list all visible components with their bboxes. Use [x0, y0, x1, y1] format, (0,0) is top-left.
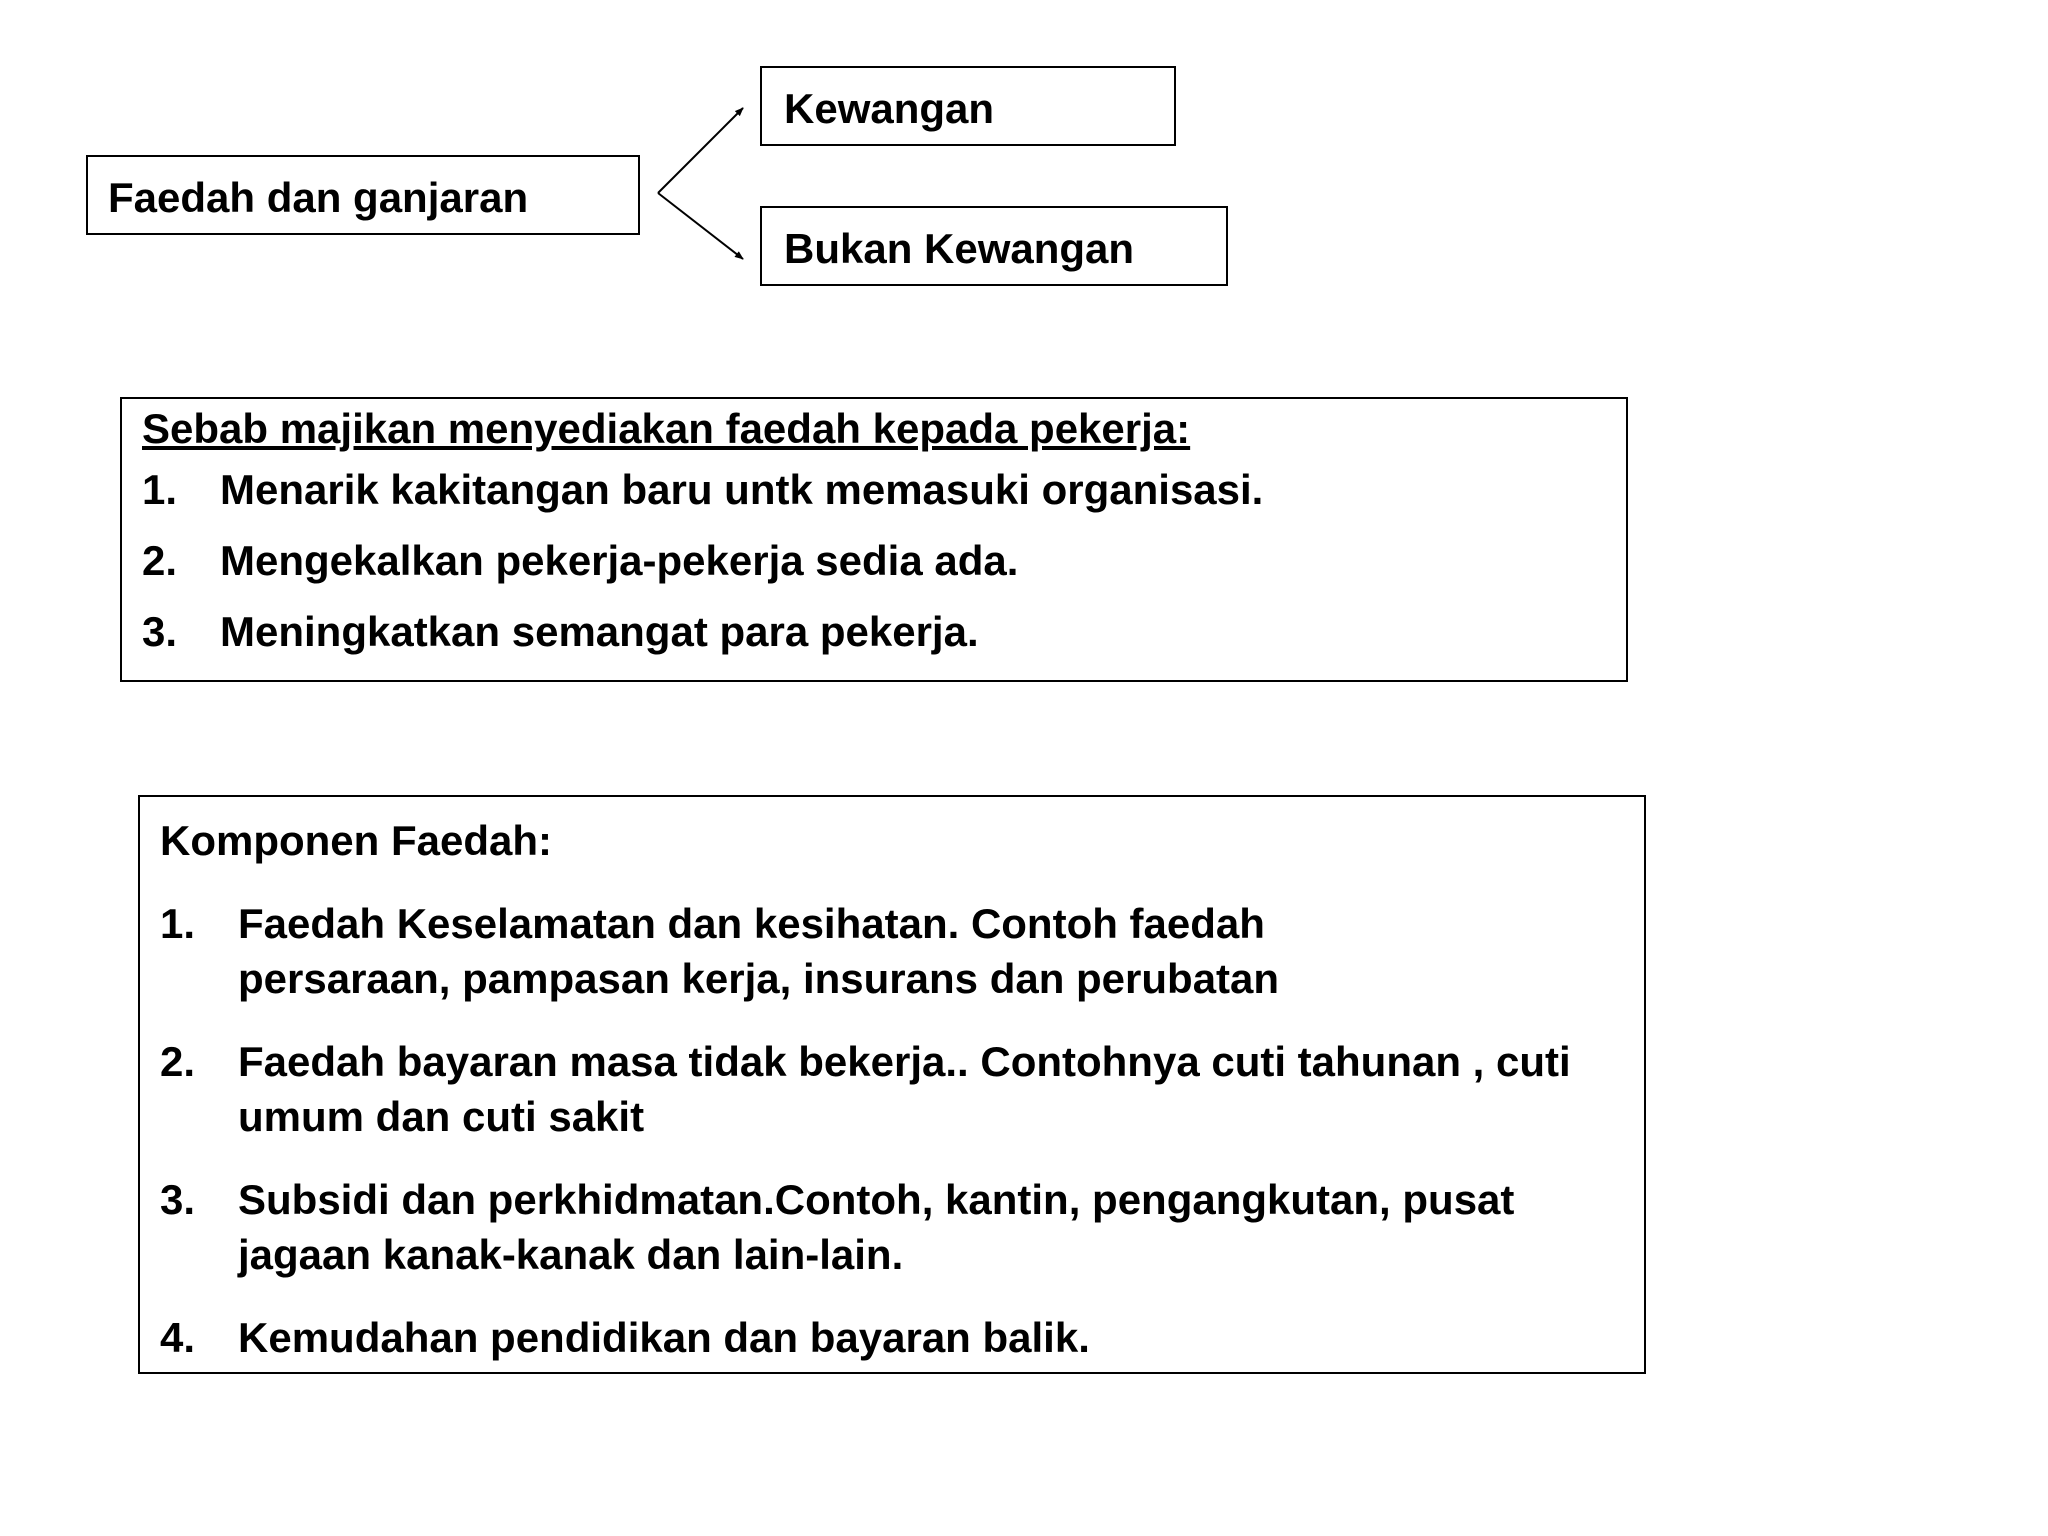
components-item — [160, 1172, 1600, 1282]
components-item-number: 3. — [160, 1176, 196, 1223]
reasons-item — [142, 526, 1582, 596]
reasons-heading: Sebab majikan menyediakan faedah kepada pekerja: — [142, 405, 1191, 452]
components-item-number: 4. — [160, 1314, 196, 1361]
branch-node-bukan-kewangan-label: Bukan Kewangan — [784, 225, 1135, 272]
reasons-item-number: 3. — [142, 608, 178, 655]
arrow-to-kewangan — [658, 108, 743, 193]
reasons-item-text: Mengekalkan pekerja-pekerja sedia ada. — [220, 537, 1019, 584]
components-list — [160, 813, 1600, 1365]
root-node-label: Faedah dan ganjaran — [108, 174, 529, 221]
components-item — [160, 896, 1600, 1006]
components-item-text: Kemudahan pendidikan dan bayaran balik. — [238, 1314, 1090, 1361]
reasons-item-number: 2. — [142, 537, 178, 584]
reasons-item-text: Menarik kakitangan baru untk memasuki organisasi. — [220, 466, 1264, 513]
arrow-to-bukan-kewangan — [658, 193, 743, 259]
reasons-item-text: Meningkatkan semangat para pekerja. — [220, 608, 979, 655]
components-heading: Komponen Faedah: — [160, 817, 553, 864]
branch-node-kewangan-label: Kewangan — [784, 85, 995, 132]
components-item-text: Faedah Keselamatan dan kesihatan. Contoh faedah persaraan, pampasan kerja, insurans dan perubatan — [238, 900, 1280, 1002]
components-item-number: 2. — [160, 1038, 196, 1085]
reasons-list — [142, 404, 1582, 668]
reasons-item — [142, 454, 1582, 526]
components-item-text: Subsidi dan perkhidmatan.Contoh, kantin, pengangkutan, pusat jagaan kanak-kanak dan lain-lain. — [238, 1176, 1515, 1278]
components-item-number: 1. — [160, 900, 196, 947]
components-item — [160, 1034, 1600, 1144]
components-item-text: Faedah bayaran masa tidak bekerja.. Contohnya cuti tahunan , cuti umum dan cuti sakit — [238, 1038, 1571, 1140]
reasons-item-number: 1. — [142, 466, 178, 513]
components-item — [160, 1310, 1600, 1365]
reasons-item — [142, 596, 1582, 668]
